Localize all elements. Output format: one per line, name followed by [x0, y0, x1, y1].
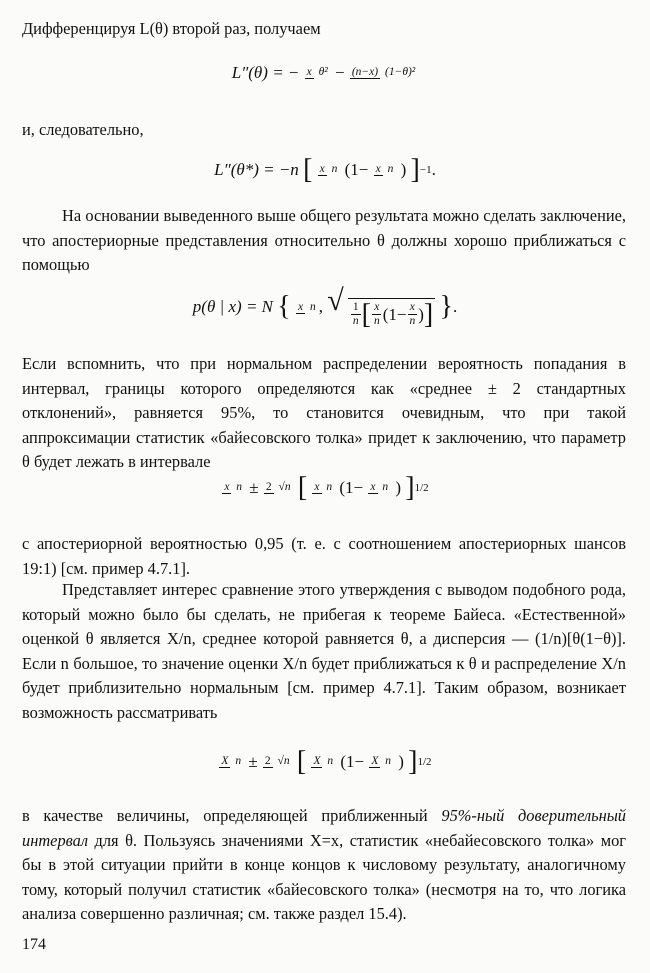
paragraph-5 [22, 804, 626, 927]
eq4-inner-frac: x n [370, 481, 389, 494]
intro-line: Дифференцируя L(θ) второй раз, получаем [22, 19, 321, 38]
eq5-pm: ± [248, 752, 258, 771]
eq2-frac: x n [319, 163, 338, 176]
equation-interval-classical: X n ± 2 √n [ X n (1− X n ) ]1/2 [221, 746, 432, 777]
eq4-exponent: 1/2 [414, 482, 429, 494]
eq2-bracket-open: [ [303, 154, 313, 185]
eq3-end: . [452, 297, 458, 317]
paragraph-4: Представляет интерес сравнение этого утверждения с выводом подобного рода, который можно было бы сделать, не прибегая к теореме Байеса. «Естественной» оценкой θ является X/n, среднее которой равняется θ, а дисперсия — (1/n)[θ(1−θ)]. Если n большое, то значение оценки X/n будет приближаться к θ и распределение X/n будет приблизительно нормальным [см. пример 4.7.1]. Таким образом, возникает возможность рассматривать [22, 580, 626, 722]
eq3-mean: x n [297, 300, 316, 313]
eq3-frac: $\frac{x}{n}$ [373, 301, 380, 328]
eq5-frac-c: X n [313, 755, 334, 768]
eq1-minus: − [334, 63, 345, 83]
eq4-frac-a: x n [224, 481, 243, 494]
eq5-frac-b: 2 √n [264, 755, 290, 768]
eq2-lhs: L″(θ*) = −n [214, 160, 299, 179]
eq1-frac2: (n−x) (1−θ)² [351, 66, 416, 79]
eq2-end: . [431, 160, 436, 179]
paragraph-5-emphasis: 95%-ный доверительный интервал [22, 806, 626, 850]
eq3-sqrt: √ $\frac{1}{n}$ [ $\frac{x}{n}$ (1− $\frac{x}{n}$ ) ] [327, 284, 434, 330]
equation-interval-bayes: x n ± 2 √n [ x n (1− x n ) ]1/2 [224, 472, 429, 503]
paragraph-2: Если вспомнить, что при нормальном распределении вероятность попадания в интервал, границы которого определяются как «среднее ± 2 стандартных отклонений», равняется 95%, то становится очевидным, что при такой аппроксимации статистик «байесовского толка» придет к заключению, что параметр θ будет лежать в интервале [22, 354, 626, 472]
eq4-frac-b: 2 √n [265, 481, 291, 494]
eq3-sqrt-frac: $\frac{1}{n}$ [352, 301, 359, 328]
page-number: 174 [22, 936, 46, 953]
eq5-frac-a: X n [221, 755, 242, 768]
eq4-frac-c: x n [314, 481, 333, 494]
eq5-exponent: 1/2 [417, 756, 432, 768]
paragraph-3: с апостериорной вероятностью 0,95 (т. е. с соотношением апостериорных шансов 19:1) [см. пример 4.7.1]. [22, 534, 626, 578]
eq2-exponent: −1 [419, 164, 432, 176]
eq3-brace-open: { [277, 291, 291, 323]
eq2-bracket-close: ] [410, 154, 420, 185]
eq1-lhs: L″(θ) = − [231, 63, 300, 83]
and-therefore-line: и, следовательно, [22, 120, 144, 139]
paragraph-1: На основании выведенного выше общего результата можно сделать заключение, что апостериорные представления относительно θ должны хорошо приближаться с помощью [22, 206, 626, 275]
equation-posterior [0, 286, 650, 329]
eq3-inner-frac: $\frac{x}{n}$ [409, 301, 416, 328]
eq2-inner-frac: x n [375, 163, 394, 176]
paragraph-5-start: в качестве величины, определяющей приближенный [22, 806, 442, 825]
eq3-brace-close: } [439, 291, 453, 323]
paragraph-5-end: для θ. Пользуясь значениями X=x, статистик «небайесовского толка» мог бы в этой ситуации прийти в конце концов к числовому результату, аналогичному тому, который получил статистик «байесовского толка» (несмотря на то, что логика анализа совершенно различная; см. также раздел 15.4). [22, 830, 626, 924]
eq4-pm: ± [249, 478, 259, 497]
equation-at-estimate [0, 156, 650, 184]
eq2-inner-open: (1− [344, 160, 369, 179]
equation-second-derivative [0, 62, 650, 83]
eq5-inner-frac: X n [371, 755, 391, 768]
eq2-inner-close: ) [400, 160, 407, 179]
eq3-lhs: p(θ | x) = N [192, 297, 273, 317]
eq1-frac1: x θ² [306, 66, 328, 79]
eq3-comma: , [318, 297, 323, 317]
